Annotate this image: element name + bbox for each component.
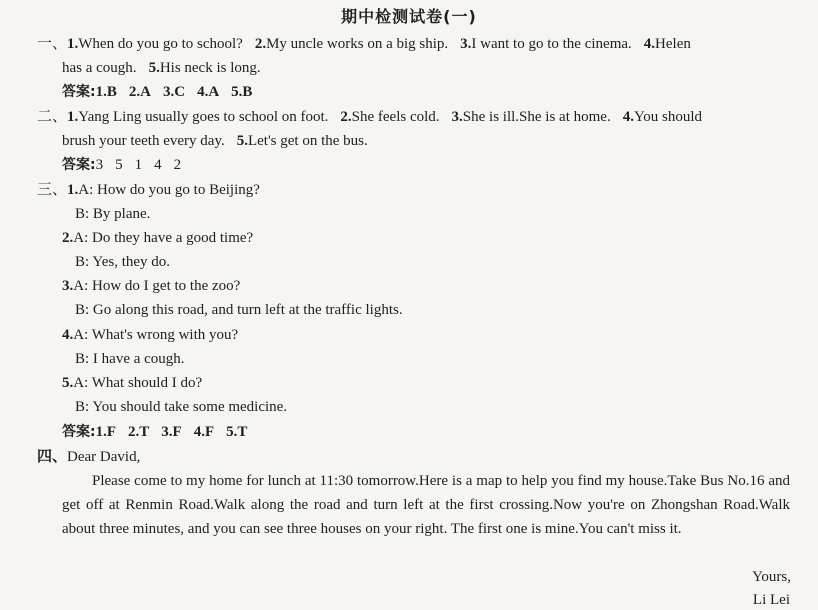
section3-item4-a — [62, 326, 238, 344]
section3-item5-a — [62, 374, 202, 392]
item-number: 4. — [643, 36, 656, 52]
dialogue-line: A: What's wrong with you? — [73, 327, 239, 343]
item-number: 3. — [460, 36, 472, 52]
answer: 1 — [134, 157, 143, 173]
answer: 3.C — [162, 84, 186, 100]
sentence: Helen — [655, 36, 691, 52]
section3-item5-b: B: You should take some medicine. — [75, 399, 288, 415]
answer: 5.B — [231, 84, 253, 100]
sentence: When do you go to school? — [78, 36, 243, 52]
answer: 1.B — [95, 84, 117, 100]
sentence: brush your teeth every day. — [62, 133, 225, 149]
section1-answers — [62, 83, 252, 101]
item-number: 5. — [236, 133, 248, 149]
section3-item1-a — [37, 180, 260, 199]
sentence: His neck is long. — [159, 60, 261, 76]
section3-item3-b: B: Go along this road, and turn left at the traffic lights. — [75, 302, 403, 318]
item-number: 2. — [62, 230, 74, 246]
item-number: 2. — [340, 109, 352, 125]
item-number: 1. — [67, 36, 79, 52]
item-number: 4. — [62, 327, 74, 343]
letter-greeting: Dear David, — [67, 449, 141, 465]
answer: 5 — [115, 157, 123, 173]
answer: 4 — [154, 157, 162, 173]
item-number: 3. — [62, 278, 74, 294]
sentence: She feels cold. — [351, 109, 440, 125]
answer: 4.A — [197, 84, 220, 100]
dialogue-line: A: How do you go to Beijing? — [78, 182, 260, 198]
sentence: My uncle works on a big ship. — [266, 36, 449, 52]
letter-signature: Li Lei — [752, 592, 790, 608]
answer: 2 — [173, 157, 182, 173]
answer: 5.T — [226, 424, 248, 440]
section1-line1 — [37, 34, 691, 53]
item-number: 5. — [62, 375, 74, 391]
answer: 4.F — [193, 424, 215, 440]
section3-item3-a — [62, 277, 240, 295]
section3-item4-b: B: I have a cough. — [75, 351, 185, 367]
sentence: She is ill.She is at home. — [462, 109, 611, 125]
item-number: 1. — [67, 182, 79, 198]
section2-number: 二、 — [37, 107, 68, 125]
answers-label: 答案: — [62, 84, 96, 100]
answer: 1.F — [95, 424, 117, 440]
section2-answers — [62, 156, 181, 174]
answer: 3.F — [161, 424, 182, 440]
letter-body: Please come to my home for lunch at 11:30 tomorrow.Here is a map to help you find my house.Take Bus No.16 and get off at Renmin Road.Walk along the road and turn left at the first crossing.Now you're on Zhongshan Road.Walk about three minutes, and you can see three houses on your right. The first one is mine.You can't miss it. — [62, 473, 790, 537]
item-number: 2. — [254, 36, 267, 52]
section3-number: 三、 — [37, 180, 68, 198]
answer: 2.A — [128, 84, 151, 100]
dialogue-line: A: Do they have a good time? — [73, 230, 254, 246]
section4-number: 四、 — [37, 447, 68, 465]
item-number: 5. — [148, 60, 160, 76]
answer: 2.T — [128, 424, 150, 440]
answers-label: 答案: — [62, 424, 96, 440]
section2-line1 — [37, 107, 702, 126]
sentence: I want to go to the cinema. — [471, 36, 632, 52]
section3-answers — [62, 423, 247, 441]
item-number: 3. — [451, 109, 463, 125]
page-title: 期中检测试卷(一) — [341, 7, 477, 26]
dialogue-line: A: How do I get to the zoo? — [73, 278, 241, 294]
section3-item2-a — [62, 229, 253, 247]
section4-greeting-line — [37, 447, 140, 466]
answers-label: 答案: — [62, 157, 96, 173]
dialogue-line: A: What should I do? — [73, 375, 203, 391]
sentence: You should — [633, 109, 703, 125]
section3-item2-b: B: Yes, they do. — [75, 254, 171, 270]
item-number: 1. — [67, 109, 79, 125]
answer: 3 — [95, 157, 104, 173]
section3-item1-b: B: By plane. — [75, 206, 151, 222]
sentence: Yang Ling usually goes to school on foot. — [78, 109, 329, 125]
item-number: 4. — [622, 109, 634, 125]
section1-number: 一、 — [37, 34, 68, 52]
sentence: Let's get on the bus. — [247, 133, 368, 149]
letter-closing: Yours, — [752, 569, 791, 585]
section1-line2 — [62, 59, 261, 77]
sentence: has a cough. — [62, 60, 137, 76]
section2-line2 — [62, 132, 368, 150]
